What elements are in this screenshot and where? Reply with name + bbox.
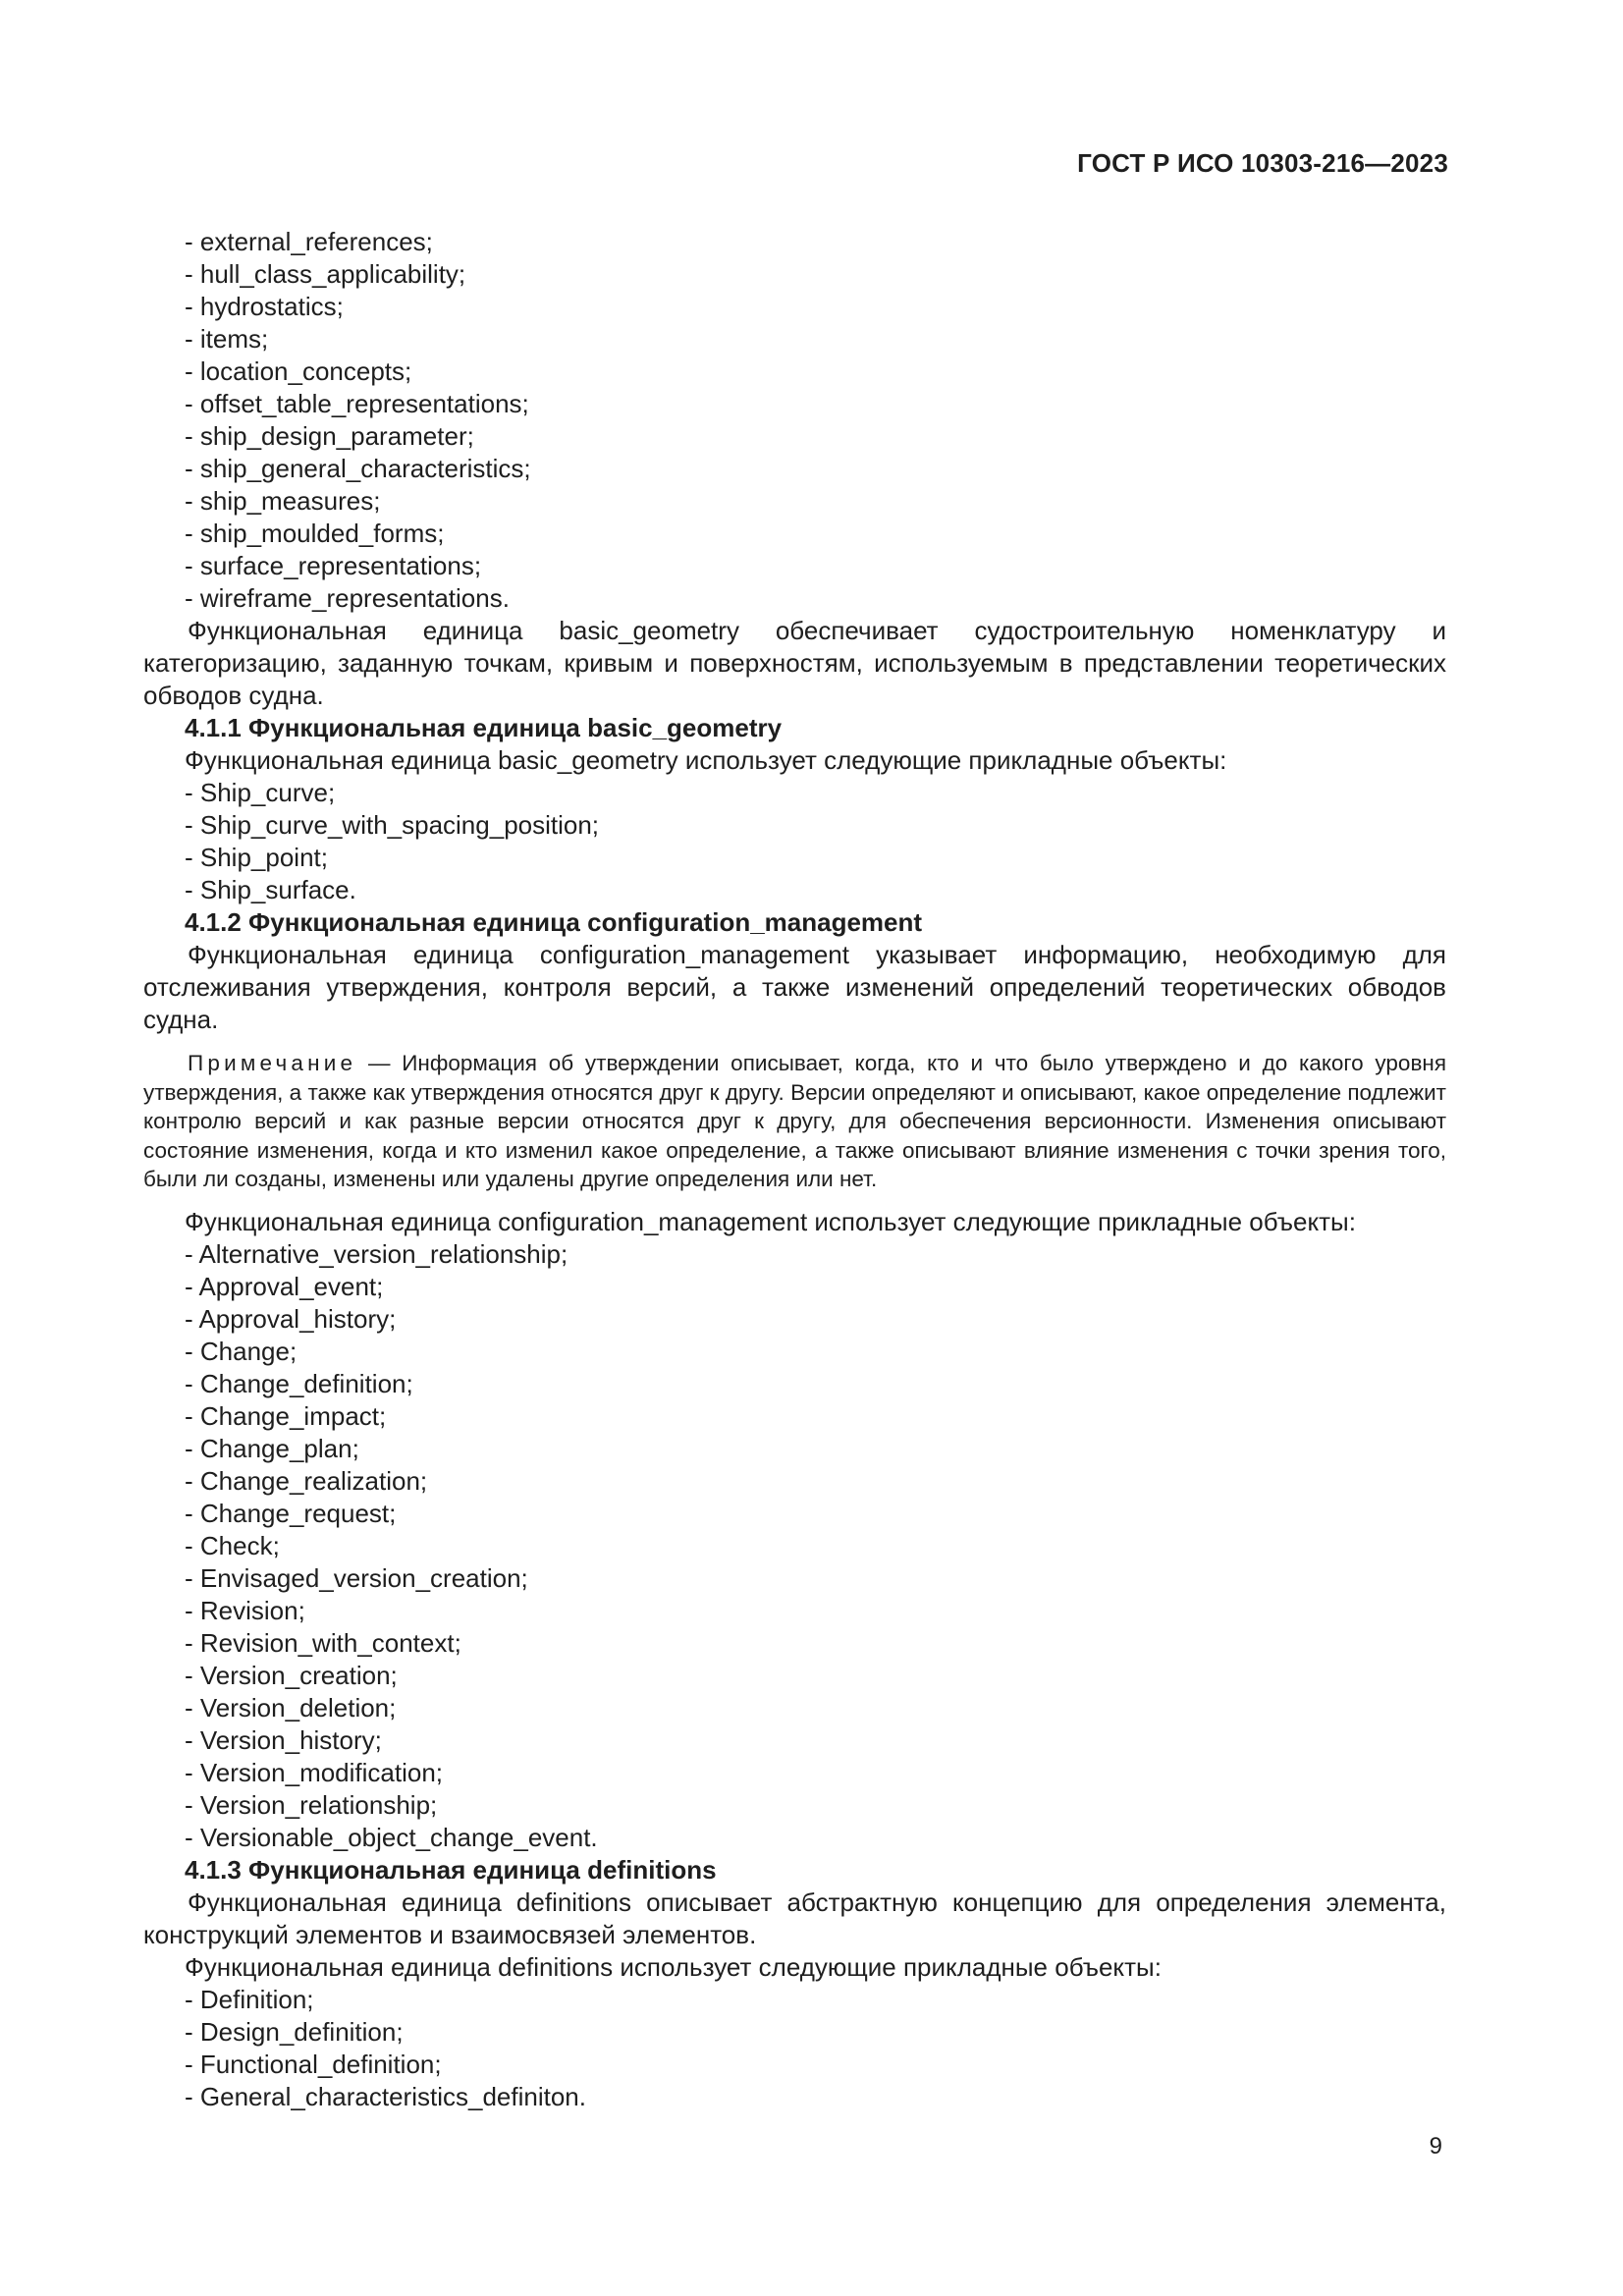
list-item: - Approval_history;: [185, 1303, 397, 1334]
list-item: - location_concepts;: [185, 356, 412, 386]
list-item: - Version_relationship;: [185, 1789, 438, 1820]
list-item: - Versionable_object_change_event.: [185, 1822, 598, 1852]
configuration-management-list: [185, 1238, 1446, 1854]
list-item: - Ship_curve;: [185, 778, 336, 807]
note-label: Примечание: [188, 1051, 357, 1075]
section-heading-4-1-3: 4.1.3 Функциональная единица definitions: [185, 1854, 717, 1885]
list-item: - Revision_with_context;: [185, 1627, 461, 1658]
list-item: - external_references;: [185, 227, 433, 256]
definitions-list: [185, 1984, 1446, 2113]
list-item: - Change_request;: [185, 1498, 397, 1528]
list-item: - Definition;: [185, 1984, 314, 2014]
list-item: - ship_general_characteristics;: [185, 454, 531, 483]
top-list: [185, 226, 1446, 615]
list-item: - hull_class_applicability;: [185, 259, 466, 289]
document-header: ГОСТ Р ИСО 10303-216—2023: [1077, 148, 1448, 178]
document-body: [143, 226, 1446, 2113]
intro-paragraph: Функциональная единица basic_geometry обеспечивает судостроительную номенклатуру и категоризацию, заданную точкам, кривым и поверхностям, используемым в представлении теоретических обводов судна.: [143, 616, 1446, 710]
note-text: — Информация об утверждении описывает, когда, кто и что было утверждено и до какого уровня утверждения, а также как утверждения относятся друг к другу. Версии определяют и описывают, какое определение подлежит контролю версий и как разные версии относятся друг к другу, для обеспечения версионности. Изменения описывают состояние изменения, когда и кто изменил какое определение, а также описывают влияние изменения с точки зрения того, были ли созданы, изменены или удалены другие определения или нет.: [143, 1051, 1446, 1191]
list-item: - ship_design_parameter;: [185, 421, 474, 451]
list-item: - surface_representations;: [185, 551, 482, 580]
list-item: - Envisaged_version_creation;: [185, 1562, 528, 1593]
list-item: - Functional_definition;: [185, 2049, 442, 2079]
list-item: - offset_table_representations;: [185, 389, 529, 418]
list-item: - Version_history;: [185, 1724, 382, 1755]
list-item: - Version_creation;: [185, 1660, 398, 1690]
list-item: - Change_definition;: [185, 1368, 413, 1398]
section-heading-4-1-2: 4.1.2 Функциональная единица configuration_management: [185, 907, 923, 937]
list-item: - Ship_curve_with_spacing_position;: [185, 810, 600, 840]
page-number: 9: [1429, 2133, 1442, 2159]
section-uses-text: Функциональная единица configuration_management использует следующие прикладные объекты:: [185, 1206, 1356, 1236]
list-item: - Design_definition;: [185, 2016, 404, 2047]
list-item: - Approval_event;: [185, 1271, 384, 1301]
list-item: - Version_modification;: [185, 1757, 444, 1787]
list-item: - wireframe_representations.: [185, 583, 510, 613]
basic-geometry-list: [185, 777, 1446, 906]
list-item: - ship_moulded_forms;: [185, 519, 445, 548]
section-description: Функциональная единица configuration_management указывает информацию, необходимую для отслеживания утверждения, контроля версий, а также изменений определений теоретических обводов судна.: [143, 940, 1446, 1034]
list-item: - ship_measures;: [185, 486, 381, 516]
list-item: - Version_deletion;: [185, 1692, 397, 1722]
list-item: - Change_plan;: [185, 1433, 359, 1463]
list-item: - Change;: [185, 1336, 298, 1366]
section-description: Функциональная единица definitions описывает абстрактную концепцию для определения элемента, конструкций элементов и взаимосвязей элементов.: [143, 1886, 1446, 1949]
list-item: - Change_impact;: [185, 1400, 387, 1431]
list-item: - Check;: [185, 1530, 280, 1560]
list-item: - Alternative_version_relationship;: [185, 1238, 568, 1269]
list-item: - Ship_point;: [185, 843, 328, 872]
list-item: - Change_realization;: [185, 1465, 428, 1496]
list-item: - General_characteristics_definiton.: [185, 2081, 586, 2111]
list-item: - hydrostatics;: [185, 292, 344, 321]
section-uses-text: Функциональная единица basic_geometry использует следующие прикладные объекты:: [185, 745, 1227, 775]
list-item: - items;: [185, 324, 269, 354]
section-uses-text: Функциональная единица definitions использует следующие прикладные объекты:: [185, 1951, 1162, 1982]
list-item: - Ship_surface.: [185, 875, 356, 904]
list-item: - Revision;: [185, 1595, 305, 1625]
section-heading-4-1-1: 4.1.1 Функциональная единица basic_geometry: [185, 713, 783, 742]
note-paragraph: [143, 1049, 1446, 1194]
